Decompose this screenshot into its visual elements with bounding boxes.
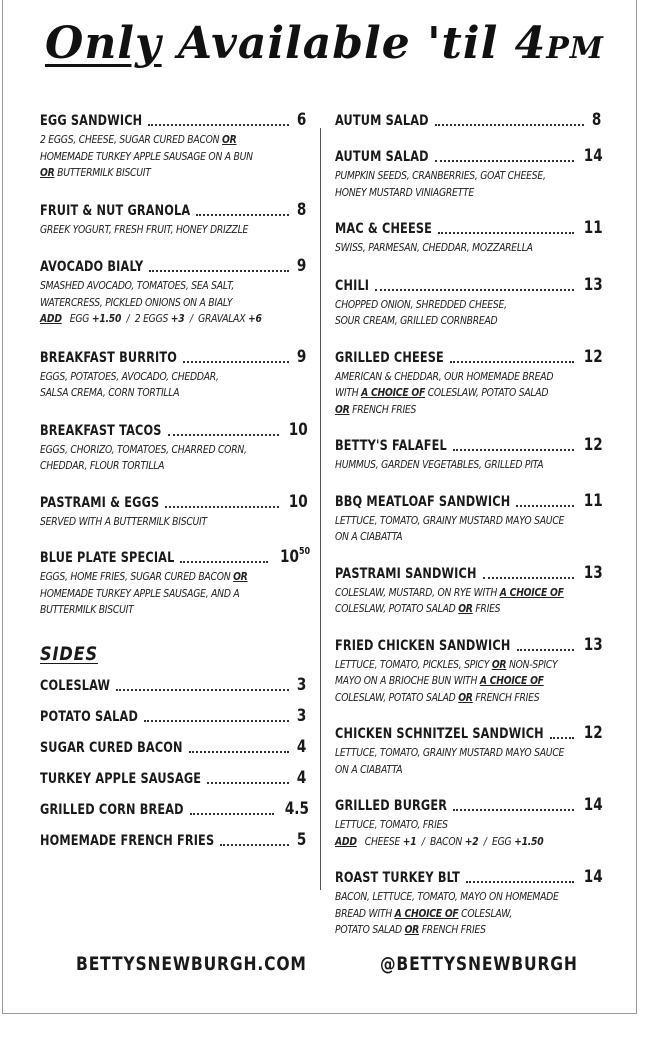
item-description: AMERICAN & CHEDDAR, OUR HOMEMADE BREAD WITH A CHOICE OF COLESLAW, POTATO SALAD OR FRENCH FRIES — [335, 369, 554, 416]
item-name: POTATO SALAD — [40, 708, 139, 725]
item-name: FRUIT & NUT GRANOLA — [40, 202, 191, 219]
right-item-roast-turkey-blt — [335, 867, 603, 939]
right-item-bbq-meatloaf-sandwich — [335, 490, 603, 546]
item-price: 8 — [296, 199, 306, 220]
item-name: ROAST TURKEY BLT — [335, 870, 460, 886]
right-item-fried-chicken-sandwich — [335, 634, 603, 707]
title-pm: PM — [546, 31, 605, 66]
item-row — [40, 200, 304, 220]
item-price: 10 — [288, 491, 308, 512]
item-description: GREEK YOGURT, FRESH FRUIT, HONEY DRIZZLE — [40, 222, 249, 236]
item-name-wrap — [40, 549, 174, 567]
leader-dots — [516, 505, 574, 507]
item-row — [335, 274, 603, 295]
item-description: 2 EGGS, CHEESE, SUGAR CURED BACON OR HOMEMADE TURKEY APPLE SAUSAGE ON A BUN OR BUTTERMILK BISCUIT — [40, 133, 253, 179]
item-name: HOMEMADE FRENCH FRIES — [40, 832, 215, 849]
item-description: EGGS, CHORIZO, TOMATOES, CHARRED CORN, CHEDDAR, FLOUR TORTILLA — [40, 442, 247, 472]
leader-dots — [466, 881, 574, 883]
item-name: CHICKEN SCHNITZEL SANDWICH — [335, 726, 544, 742]
right-item-pastrami-sandwich — [335, 562, 603, 618]
item-description: LETTUCE, TOMATO, GRAINY MUSTARD MAYO SAUCE ON A CIABATTA — [335, 513, 565, 543]
item-name: BREAKFAST BURRITO — [40, 349, 177, 366]
right-item-betty-s-falafel — [335, 435, 603, 474]
item-description: SERVED WITH A BUTTERMILK BISCUIT — [40, 514, 207, 528]
item-price: 8 — [591, 110, 601, 130]
leader-dots — [116, 689, 288, 691]
item-row — [335, 435, 603, 455]
item-name: TURKEY APPLE SAUSAGE — [40, 770, 202, 787]
item-name-wrap — [40, 708, 138, 726]
leader-dots — [435, 160, 574, 162]
item-row — [335, 723, 603, 743]
item-row — [40, 256, 304, 276]
item-name-wrap — [335, 869, 460, 887]
item-price: 13 — [583, 562, 603, 583]
item-name: PASTRAMI & EGGS — [40, 494, 160, 511]
item-row — [335, 490, 603, 511]
item-name-wrap — [40, 258, 143, 276]
leader-dots — [220, 844, 288, 846]
leader-dots — [165, 506, 279, 508]
leader-dots — [453, 809, 574, 811]
leader-dots — [196, 214, 288, 216]
item-name: AUTUM SALAD — [335, 149, 429, 165]
item-row — [335, 346, 603, 367]
item-name: MAC & CHEESE — [335, 221, 433, 237]
item-row — [335, 218, 603, 238]
item-name-wrap — [40, 422, 162, 440]
item-row — [335, 795, 603, 815]
item-price: 3 — [296, 705, 306, 726]
item-description: HUMMUS, GARDEN VEGETABLES, GRILLED PITA — [335, 458, 544, 471]
item-row — [40, 546, 311, 567]
item-name: GRILLED CHEESE — [335, 349, 444, 366]
item-price: 11 — [583, 218, 603, 238]
left-item-pastrami-and-eggs — [40, 491, 308, 531]
leader-dots — [438, 232, 574, 234]
leader-dots — [550, 737, 574, 739]
item-row — [335, 867, 603, 887]
right-item-mac-and-cheese — [335, 218, 603, 257]
leader-dots — [180, 561, 267, 563]
item-price: 4.5 — [284, 798, 309, 819]
item-description: SWISS, PARMESAN, CHEDDAR, MOZZARELLA — [335, 241, 533, 254]
item-description: SMASHED AVOCADO, TOMATOES, SEA SALT, WATERCRESS, PICKLED ONIONS ON A BIALY ADD EGG +1.50 / 2 EGGS +3 / GRAVALAX +6 — [40, 279, 262, 325]
item-price: 9 — [296, 256, 306, 276]
right-item-chili — [335, 274, 603, 330]
item-row — [40, 737, 304, 757]
right-item-autum-salad — [335, 110, 599, 130]
item-name-wrap — [40, 349, 177, 367]
item-row — [335, 110, 599, 130]
leader-dots — [189, 751, 289, 753]
item-name-wrap — [335, 797, 447, 815]
right-item-grilled-cheese — [335, 346, 603, 419]
item-name-wrap — [40, 494, 159, 512]
menu-title — [0, 18, 649, 69]
right-item-chicken-schnitzel-sandwich — [335, 723, 603, 778]
item-name-wrap — [335, 565, 477, 583]
item-name: GRILLED CORN BREAD — [40, 801, 184, 818]
item-name: EGG SANDWICH — [40, 113, 143, 129]
item-name-wrap — [335, 148, 429, 166]
item-description: LETTUCE, TOMATO, PICKLES, SPICY OR NON-SPICY MAYO ON A BRIOCHE BUN WITH A CHOICE OF COLESLAW, POTATO SALAD OR FRENCH FRIES — [335, 657, 558, 704]
footer-website: BETTYSNEWBURGH.COM — [76, 953, 307, 975]
item-price: 14 — [583, 146, 603, 166]
left-item-breakfast-tacos — [40, 419, 308, 475]
item-price: 12 — [583, 346, 603, 367]
item-description: COLESLAW, MUSTARD, ON RYE WITH A CHOICE OF COLESLAW, POTATO SALAD OR FRIES — [335, 585, 564, 615]
item-name-wrap — [40, 202, 190, 220]
right-column — [335, 110, 603, 939]
item-row — [40, 830, 304, 850]
left-item-avocado-bialy — [40, 256, 304, 328]
item-row — [335, 146, 603, 166]
left-item-egg-sandwich — [40, 110, 304, 182]
item-description: BACON, LETTUCE, TOMATO, MAYO ON HOMEMADE BREAD WITH A CHOICE OF COLESLAW, POTATO SALAD OR FRENCH FRIES — [335, 890, 559, 936]
item-name: AUTUM SALAD — [335, 113, 429, 129]
leader-dots — [450, 361, 574, 363]
item-name-wrap — [335, 220, 432, 238]
side-item-grilled-corn-bread — [40, 798, 309, 819]
sides-heading — [40, 643, 304, 665]
left-column — [40, 110, 311, 861]
leader-dots — [168, 434, 280, 436]
item-name-wrap — [40, 739, 183, 757]
item-name: GRILLED BURGER — [335, 798, 448, 814]
item-price: 13 — [583, 634, 603, 655]
right-item-autum-salad — [335, 146, 603, 201]
item-name-wrap — [335, 437, 447, 455]
item-name: BLUE PLATE SPECIAL — [40, 550, 175, 566]
item-price: 14 — [583, 867, 603, 887]
item-price: 9 — [296, 346, 306, 367]
item-description: LETTUCE, TOMATO, GRAINY MUSTARD MAYO SAUCE ON A CIABATTA — [335, 746, 565, 776]
item-name-wrap — [40, 770, 201, 788]
item-description: EGGS, POTATOES, AVOCADO, CHEDDAR, SALSA CREMA, CORN TORTILLA — [40, 369, 219, 399]
item-price: 13 — [583, 274, 603, 295]
item-name: CHILI — [335, 277, 370, 294]
left-item-blue-plate-special — [40, 546, 311, 619]
item-row — [40, 110, 304, 130]
title-only: Only — [44, 18, 162, 69]
item-name-wrap — [40, 677, 110, 695]
item-price: 4 — [296, 736, 306, 757]
item-price: 5 — [296, 829, 306, 850]
item-name-wrap — [40, 112, 142, 130]
item-price: 12 — [583, 435, 603, 455]
item-name: PASTRAMI SANDWICH — [335, 565, 477, 582]
leader-dots — [483, 577, 574, 579]
item-description: LETTUCE, TOMATO, FRIES ADD CHEESE +1 / BACON +2 / EGG +1.50 — [335, 818, 544, 848]
leader-dots — [375, 289, 574, 291]
item-name-wrap — [335, 493, 510, 511]
item-price: 4 — [296, 767, 306, 788]
item-name: BREAKFAST TACOS — [40, 422, 162, 439]
title-rest: Available 'til 4 — [161, 18, 547, 69]
leader-dots — [517, 649, 575, 651]
item-row — [335, 634, 603, 655]
left-item-breakfast-burrito — [40, 347, 304, 402]
leader-dots — [435, 124, 584, 126]
item-name: AVOCADO BIALY — [40, 259, 144, 275]
item-price: 6 — [296, 110, 306, 130]
item-name: SUGAR CURED BACON — [40, 739, 183, 756]
item-row — [335, 562, 603, 583]
item-row — [40, 419, 308, 440]
leader-dots — [183, 361, 289, 363]
leader-dots — [144, 720, 289, 722]
leader-dots — [453, 449, 574, 451]
leader-dots — [149, 270, 288, 272]
item-row — [40, 798, 309, 819]
item-price: $10^{50}$ — [279, 546, 311, 567]
item-description: CHOPPED ONION, SHREDDED CHEESE, SOUR CREAM, GRILLED CORNBREAD — [335, 297, 507, 327]
leader-dots — [148, 124, 288, 126]
footer-social: @BETTYSNEWBURGH — [380, 953, 578, 975]
item-name-wrap — [40, 801, 184, 819]
item-row — [40, 491, 308, 512]
item-name: BBQ MEATLOAF SANDWICH — [335, 493, 511, 510]
side-item-turkey-apple-sausage — [40, 768, 304, 788]
item-name-wrap — [335, 277, 369, 295]
right-item-grilled-burger — [335, 795, 603, 850]
item-name-wrap — [335, 112, 429, 130]
leader-dots — [190, 813, 274, 815]
item-price: 3 — [296, 674, 306, 695]
item-price: 14 — [583, 795, 603, 815]
item-name-wrap — [335, 725, 544, 743]
item-description: EGGS, HOME FRIES, SUGAR CURED BACON OR HOMEMADE TURKEY APPLE SAUSAGE, AND A BUTTERMILK BISCUIT — [40, 570, 248, 616]
column-divider — [320, 128, 321, 890]
item-name: BETTY'S FALAFEL — [335, 438, 447, 454]
leader-dots — [207, 782, 288, 784]
item-name: FRIED CHICKEN SANDWICH — [335, 637, 511, 654]
item-row — [40, 768, 304, 788]
item-name: COLESLAW — [40, 677, 111, 694]
left-item-fruit-and-nut-granola — [40, 200, 304, 239]
side-item-potato-salad — [40, 706, 304, 726]
item-name-wrap — [335, 637, 511, 655]
item-name-wrap — [40, 832, 214, 850]
side-item-sugar-cured-bacon — [40, 737, 304, 757]
item-description: PUMPKIN SEEDS, CRANBERRIES, GOAT CHEESE, HONEY MUSTARD VINIAGRETTE — [335, 169, 546, 199]
item-row — [40, 347, 304, 367]
item-price: 12 — [583, 723, 603, 743]
item-price: 11 — [583, 490, 603, 511]
item-price: 10 — [288, 419, 308, 440]
side-item-homemade-french-fries — [40, 830, 304, 850]
side-item-coleslaw — [40, 675, 304, 695]
item-price-cents: 50 — [298, 546, 311, 557]
sides-heading-text: SIDES — [40, 642, 98, 665]
item-name-wrap — [335, 349, 444, 367]
item-row — [40, 675, 304, 695]
item-row — [40, 706, 304, 726]
